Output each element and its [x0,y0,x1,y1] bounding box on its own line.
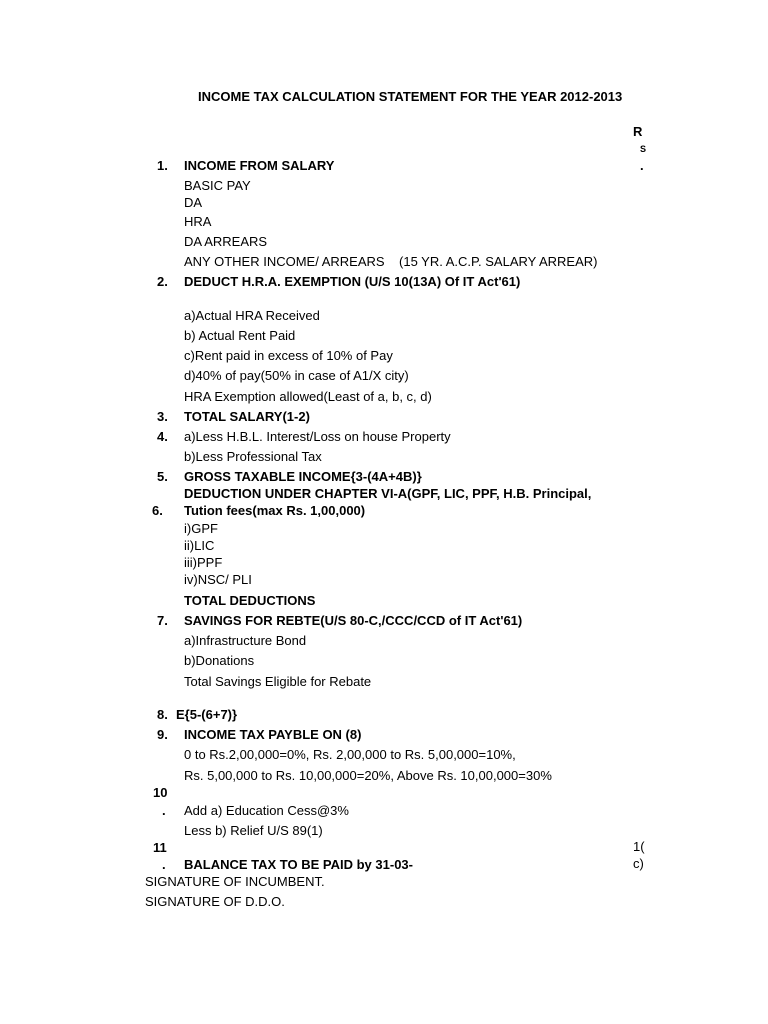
row-number: 11 [153,840,167,855]
row-text: ii)LIC [184,538,215,553]
row-text: DA ARREARS [184,234,268,249]
row-text: c)Rent paid in excess of 10% of Pay [184,348,393,363]
row-text: E{5-(6+7)} [176,707,238,722]
row-text: HRA Exemption allowed(Least of a, b, c, d) [184,389,432,404]
row-text: INCOME TAX PAYBLE ON (8) [184,727,362,742]
row-text: b)Less Professional Tax [184,449,322,464]
right-fragment: R [633,124,643,139]
row-number: 8. [157,707,168,722]
row-text: Tution fees(max Rs. 1,00,000) [184,503,366,518]
row-text: HRA [184,214,212,229]
row-text: Total Savings Eligible for Rebate [184,674,372,689]
row-number: 6. [152,503,163,518]
row-text: TOTAL DEDUCTIONS [184,593,316,608]
page-title: INCOME TAX CALCULATION STATEMENT FOR THE YEAR 2012-2013 [198,89,623,104]
row-number-dot: . [162,857,166,872]
row-number: 3. [157,409,168,424]
row-text: b) Actual Rent Paid [184,328,296,343]
right-fragment: . [640,158,644,173]
row-text: Add a) Education Cess@3% [184,803,349,818]
row-text: BASIC PAY [184,178,251,193]
row-text: a)Less H.B.L. Interest/Loss on house Property [184,429,451,444]
row-text: a)Infrastructure Bond [184,633,307,648]
row-text: Less b) Relief U/S 89(1) [184,823,323,838]
signature-ddo: SIGNATURE OF D.D.O. [145,894,285,909]
row-text: SAVINGS FOR REBTE(U/S 80-C,/CCC/CCD of IT Act'61) [184,613,523,628]
row-text: iv)NSC/ PLI [184,572,252,587]
row-number: 5. [157,469,168,484]
row-number: 10 [153,785,168,800]
row-text: iii)PPF [184,555,223,570]
row-number-dot: . [162,803,166,818]
row-number: 1. [157,158,168,173]
row-text: d)40% of pay(50% in case of A1/X city) [184,368,409,383]
row-text: ANY OTHER INCOME/ ARREARS (15 YR. A.C.P. SALARY ARREAR) [184,254,598,269]
signature-incumbent: SIGNATURE OF INCUMBENT. [145,874,325,889]
row-text: GROSS TAXABLE INCOME{3-(4A+4B)} [184,469,422,484]
row-number: 7. [157,613,168,628]
row-text: i)GPF [184,521,218,536]
row-text: BALANCE TAX TO BE PAID by 31-03- [184,857,413,872]
row-text: DA [184,195,203,210]
row-text: b)Donations [184,653,255,668]
right-fragment: S [640,144,647,154]
row-number: 2. [157,274,168,289]
row-text: a)Actual HRA Received [184,308,320,323]
row-text: DEDUCT H.R.A. EXEMPTION (U/S 10(13A) Of IT Act'61) [184,274,521,289]
row-text: TOTAL SALARY(1-2) [184,409,310,424]
right-fragment: 1( [633,839,645,854]
row-text: Rs. 5,00,000 to Rs. 10,00,000=20%, Above Rs. 10,00,000=30% [184,768,552,783]
row-number: 4. [157,429,168,444]
right-fragment: c) [633,856,644,871]
row-text: INCOME FROM SALARY [184,158,335,173]
row-number: 9. [157,727,168,742]
row-text: 0 to Rs.2,00,000=0%, Rs. 2,00,000 to Rs. 5,00,000=10%, [184,747,516,762]
row-text: DEDUCTION UNDER CHAPTER VI-A(GPF, LIC, PPF, H.B. Principal, [184,486,592,501]
